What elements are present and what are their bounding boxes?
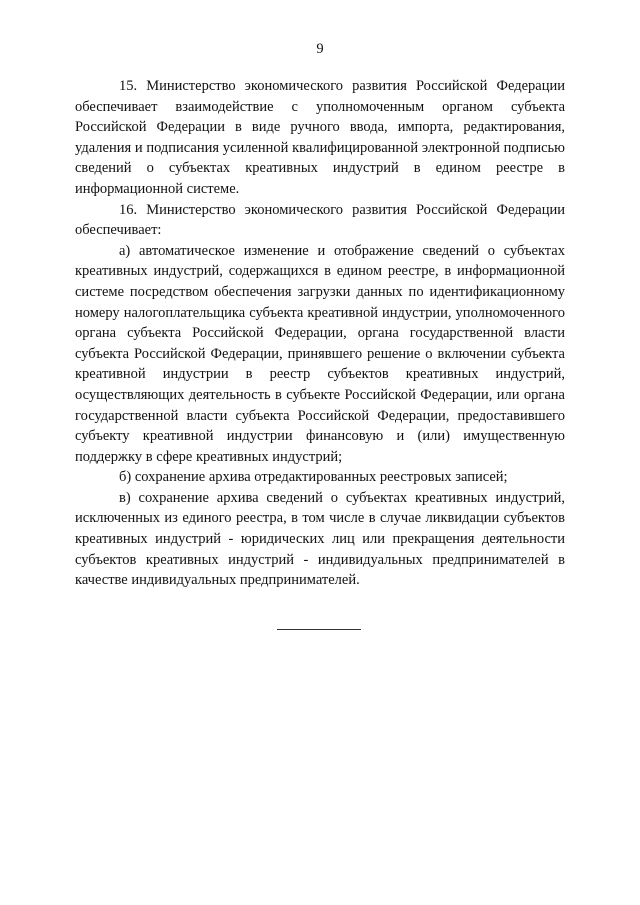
paragraph-16: 16. Министерство экономического развития Российской Федерации обеспечивает: (75, 201, 565, 239)
page-number: 9 (316, 41, 324, 57)
subparagraph-b: б) сохранение архива отредактированных реестровых записей; (119, 469, 508, 486)
end-of-document-divider (277, 629, 361, 630)
subparagraph-v: в) сохранение архива сведений о субъектах креативных индустрий, исключенных из единого реестра, в том числе в случае ликвидации субъектов креативных индустрий - юридических лиц или прекращения деятельности субъектов креативных индустрий - индивидуальных предпринимателей в качестве индивидуальных предпринимателей. (75, 489, 565, 589)
subparagraph-a: а) автоматическое изменение и отображение сведений о субъектах креативных индустрий, содержащихся в едином реестре, в информационной системе посредством обеспечения загрузки данных по идентификационному номеру налогоплательщика субъекта креативной индустрии, уполномоченного органа субъекта Российской Федерации, органа государственной власти субъекта Российской Федерации, принявшего решение о включении субъекта креативной индустрии в реестр субъектов креативных индустрий, осуществляющих деятельность в субъекте Российской Федерации, или органа государственной власти субъекта Российской Федерации, предоставившего субъекту креативной индустрии финансовую и (или) имущественную поддержку в сфере креативных индустрий; (75, 242, 565, 465)
paragraph-15: 15. Министерство экономического развития Российской Федерации обеспечивает взаимодействие с уполномоченным органом субъекта Российской Федерации в виде ручного ввода, импорта, редактирования, удаления и подписания усиленной квалифицированной электронной подписью сведений о субъектах креативных индустрий в едином реестре в информационной системе. (75, 78, 565, 197)
document-body (75, 76, 565, 591)
